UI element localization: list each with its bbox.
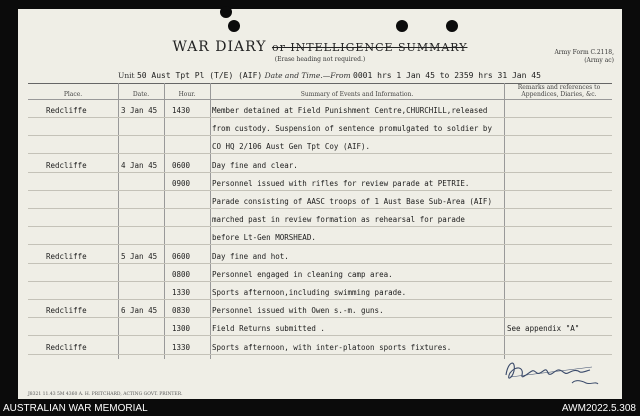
row-rule (28, 135, 612, 136)
unit-value: 50 Aust Tpt Pl (T/E) (AIF) (136, 71, 263, 80)
form-title-struck: or INTELLIGENCE SUMMARY (271, 41, 468, 54)
entry-hour: 1300 (172, 324, 191, 334)
entry-summary: Day fine and clear. (212, 160, 298, 170)
form-title-text: WAR DIARY (172, 39, 267, 55)
table-header-rule (28, 99, 612, 100)
row-rule (28, 263, 612, 264)
entry-hour: 1330 (172, 288, 191, 297)
entry-place: Redcliffe (46, 306, 87, 316)
entry-place: Redcliffe (46, 106, 87, 115)
entry-place: Redcliffe (46, 342, 87, 352)
entry-summary: before Lt-Gen MORSHEAD. (212, 233, 316, 243)
war-diary-page (18, 9, 622, 399)
punch-hole (396, 20, 408, 32)
entry-summary: Parade consisting of AASC troops of 1 Aust Base Sub-Area (AIF) (212, 197, 492, 206)
entry-date: 6 Jan 45 (121, 306, 158, 316)
date-label: Date and Time.—From (264, 71, 351, 80)
row-rule (28, 317, 612, 318)
entry-place: Redcliffe (46, 251, 87, 261)
punch-hole (228, 20, 240, 32)
entry-hour: 0800 (172, 269, 191, 279)
row-rule (28, 281, 612, 282)
header-date: Date. (132, 91, 150, 98)
entry-remarks: See appendix "A" (507, 324, 580, 334)
header-place: Place. (63, 91, 83, 98)
entry-summary: Sports afternoon,including swimming parade. (212, 288, 407, 297)
signature (502, 353, 612, 393)
entry-date: 5 Jan 45 (121, 251, 158, 261)
unit-date-line (118, 71, 541, 80)
entry-summary: CO HQ 2/106 Aust Gen Tpt Coy (AIF). (212, 142, 371, 152)
entry-hour: 0600 (172, 160, 191, 170)
printer-imprint: J8321 11.43 5M 4360 A. H. PRITCHARD, ACTING GOVT. PRINTER. (28, 392, 183, 397)
row-rule (28, 335, 612, 336)
army-form-number (554, 49, 614, 65)
entry-summary: Personnel issued with rifles for review parade at PETRIE. (212, 178, 470, 188)
entry-summary: Sports afternoon, with inter-platoon sports fixtures. (212, 342, 452, 352)
form-title (18, 39, 622, 55)
entry-summary: from custody. Suspension of sentence promulgated to soldier by (212, 124, 492, 134)
entry-summary: Member detained at Field Punishment Centre,CHURCHILL,released (212, 106, 488, 115)
entry-summary: Personnel engaged in cleaning camp area. (212, 269, 393, 279)
entry-hour: 1330 (172, 342, 191, 352)
entry-summary: Field Returns submitted . (212, 324, 325, 334)
row-rule (28, 208, 612, 209)
army-form-number-line1: Army Form C.2118, (554, 49, 614, 56)
entry-date: 4 Jan 45 (121, 160, 158, 170)
punch-hole (446, 20, 458, 32)
row-rule (28, 299, 612, 300)
unit-label: Unit (118, 71, 135, 80)
row-rule (28, 172, 612, 173)
row-rule (28, 190, 612, 191)
credit-accession-number: AWM2022.5.308 (561, 403, 636, 414)
row-rule (28, 226, 612, 227)
row-rule (28, 153, 612, 154)
header-summary: Summary of Events and Information. (300, 91, 414, 98)
punch-hole (220, 6, 232, 18)
header-hour: Hour. (178, 91, 196, 98)
entry-date: 3 Jan 45 (121, 106, 158, 115)
army-form-number-line2: (Army ac) (584, 57, 614, 64)
form-subtitle: (Erase heading not required.) (274, 56, 366, 63)
entry-hour: 0830 (172, 306, 191, 316)
entry-hour: 1430 (172, 106, 191, 115)
entry-summary: marched past in review formation as rehearsal for parade (212, 215, 465, 225)
header-remarks: Remarks and references to Appendices, Diaries, &c. (517, 84, 601, 98)
entry-summary: Day fine and hot. (212, 251, 289, 261)
credit-institution: AUSTRALIAN WAR MEMORIAL (3, 403, 148, 414)
row-rule (28, 117, 612, 118)
entry-summary: Personnel issued with Owen s.-m. guns. (212, 306, 384, 316)
entry-hour: 0600 (172, 251, 191, 261)
date-value: 0001 hrs 1 Jan 45 to 2359 hrs 31 Jan 45 (353, 71, 541, 80)
entry-hour: 0900 (172, 178, 191, 188)
row-rule (28, 244, 612, 245)
entry-place: Redcliffe (46, 160, 87, 170)
